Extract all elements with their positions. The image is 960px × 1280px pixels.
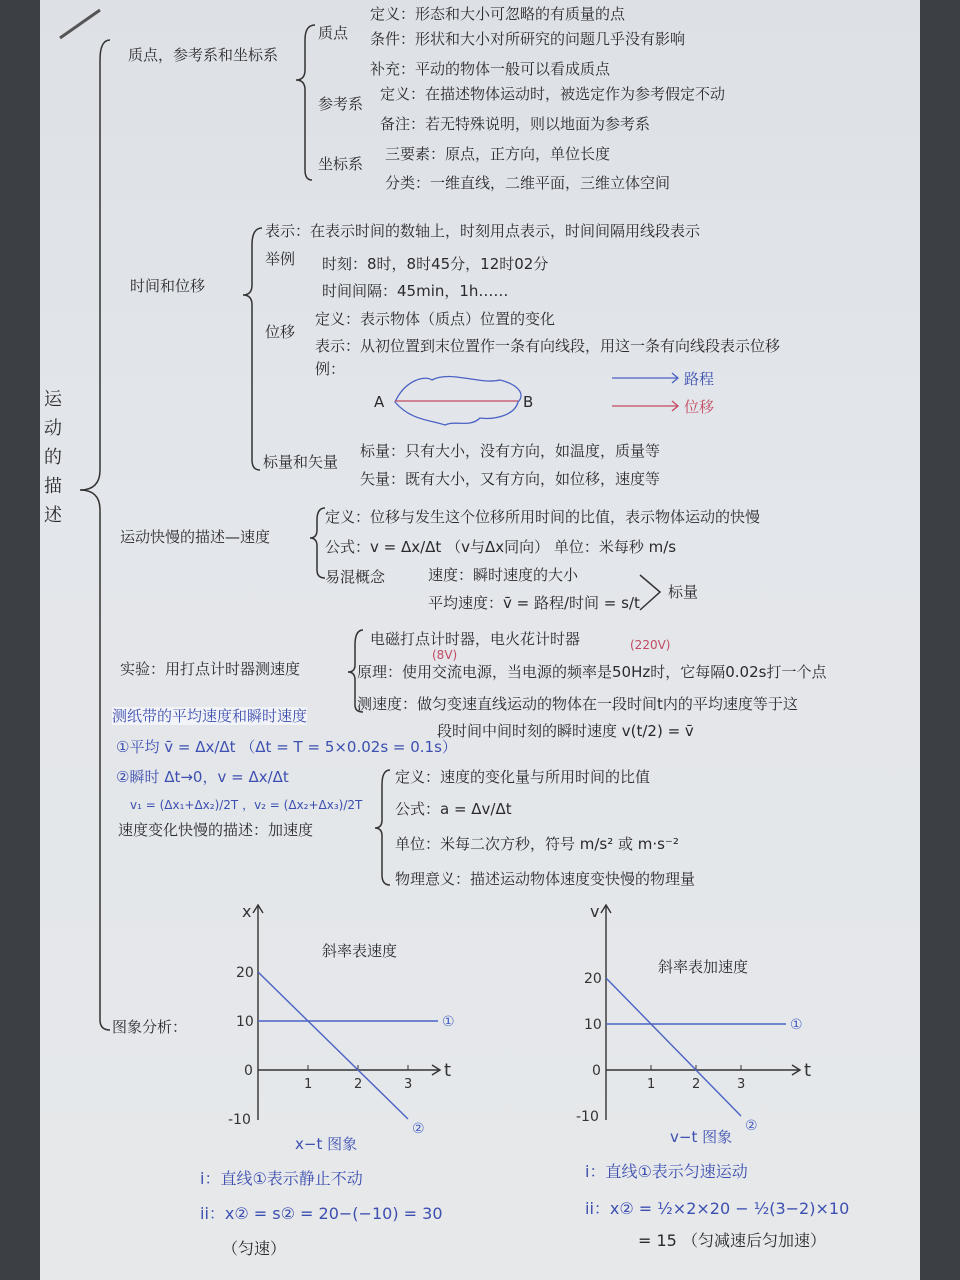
sec2-heading: 时间和位移 <box>130 277 206 295</box>
tape-instant: ②瞬时 Δt→0，v = Δx/Δt <box>116 768 289 786</box>
confusing-item: 速度：瞬时速度的大小 <box>428 566 579 584</box>
point-b: B <box>523 393 534 411</box>
x-tick-label: 3 <box>404 1077 413 1092</box>
scalar-note: 标量 <box>668 583 699 601</box>
y-tick-label: 10 <box>236 1014 254 1030</box>
tape-average: ①平均 v̄ = Δx/Δt （Δt = T = 5×0.02s = 0.1s） <box>116 738 457 756</box>
cankaoxi-label: 参考系 <box>318 95 364 113</box>
confusing-item: 平均速度：v̄ = 路程/时间 = s/t <box>428 594 640 612</box>
experiment-item: 电磁打点计时器，电火花计时器 <box>370 630 581 648</box>
chart-annotation-vt: 斜率表加速度 <box>658 958 749 976</box>
time-biaoshi: 表示：在表示时间的数轴上，时刻用点表示，时间间隔用线段表示 <box>265 222 701 240</box>
weiyi-item: 定义：表示物体（质点）位置的变化 <box>315 310 556 328</box>
cankaoxi-item: 定义：在描述物体运动时，被选定作为参考假定不动 <box>380 85 726 103</box>
series-label: ① <box>442 1014 455 1030</box>
note-right: ii：x② = ½×2×20 − ½(3−2)×10 <box>585 1199 850 1218</box>
sec5-heading: 速度变化快慢的描述：加速度 <box>118 821 314 839</box>
sec3-heading: 运动快慢的描述—速度 <box>120 528 271 546</box>
accel-item: 单位：米每二次方秒，符号 m/s² 或 m·s⁻² <box>395 835 679 853</box>
y-tick-label: 20 <box>236 965 254 981</box>
y-tick-label: -10 <box>228 1112 251 1128</box>
sec4-heading: 实验：用打点计时器测速度 <box>120 660 301 678</box>
series-label: ① <box>790 1017 803 1033</box>
example-label: 举例 <box>265 250 296 268</box>
experiment-item: 原理：使用交流电源，当电源的频率是50Hz时，它每隔0.02s打一个点 <box>357 663 827 681</box>
note-left: （匀速） <box>222 1239 287 1258</box>
x-tick-label: 1 <box>304 1077 313 1092</box>
x-tick-label: 2 <box>354 1077 363 1092</box>
weiyi-item: 表示：从初位置到末位置作一条有向线段，用这一条有向线段表示位移 <box>315 337 781 355</box>
series-line-② <box>258 972 408 1119</box>
main-title: 运 动 的 描 述 <box>44 389 62 526</box>
velocity-item: 公式：v = Δx/Δt （v与Δx同向） 单位：米每秒 m/s <box>325 538 677 556</box>
accel-item: 定义：速度的变化量与所用时间的比值 <box>395 768 651 786</box>
velocity-item: 定义：位移与发生这个位移所用时间的比值，表示物体运动的快慢 <box>325 508 761 526</box>
series-label: ② <box>412 1121 425 1137</box>
accel-item: 物理意义：描述运动物体速度变快慢的物理量 <box>395 870 696 888</box>
note-right: i：直线①表示匀速运动 <box>585 1162 748 1181</box>
chart-title-xt: x−t 图象 <box>295 1135 358 1153</box>
experiment-item: 段时间中间时刻的瞬时速度 v(t/2) = v̄ <box>437 722 694 740</box>
x-tick-label: 2 <box>692 1077 701 1092</box>
y-axis-label: x <box>242 902 252 921</box>
scalar-item: 标量：只有大小，没有方向，如温度，质量等 <box>360 442 661 460</box>
scalar-vector-label: 标量和矢量 <box>263 453 339 471</box>
x-axis-label: t <box>444 1060 452 1081</box>
sec1-heading: 质点，参考系和坐标系 <box>128 46 279 64</box>
zhidian-item: 定义：形态和大小可忽略的有质量的点 <box>370 5 626 23</box>
zhidian-item: 条件：形状和大小对所研究的问题几乎没有影响 <box>370 30 686 48</box>
legend-displacement: 位移 <box>684 398 715 416</box>
sec6-heading: 图象分析： <box>112 1018 188 1036</box>
y-tick-label: 20 <box>584 971 602 987</box>
note-right: = 15 （匀减速后匀加速） <box>638 1231 826 1250</box>
point-a: A <box>374 393 385 411</box>
tape-heading: 测纸带的平均速度和瞬时速度 <box>112 707 308 725</box>
confusing-label: 易混概念 <box>325 568 386 586</box>
zhidian-label: 质点 <box>318 24 349 42</box>
experiment-item: 测速度：做匀变速直线运动的物体在一段时间t内的平均速度等于这 <box>357 695 798 713</box>
zuobiaoxi-item: 分类：一维直线，二维平面，三维立体空间 <box>385 174 671 192</box>
y-tick-label: 0 <box>592 1063 601 1079</box>
note-left: ii：x② = s② = 20−(−10) = 30 <box>200 1204 443 1223</box>
chart-title-vt: v−t 图象 <box>670 1128 733 1146</box>
x-tick-label: 1 <box>647 1077 656 1092</box>
zuobiaoxi-label: 坐标系 <box>318 155 364 173</box>
zhidian-item: 补充：平动的物体一般可以看成质点 <box>370 60 611 78</box>
example-item: 时刻：8时，8时45分，12时02分 <box>322 255 549 273</box>
note-left: i：直线①表示静止不动 <box>200 1169 363 1188</box>
accel-item: 公式：a = Δv/Δt <box>395 800 512 818</box>
weiyi-label: 位移 <box>265 323 296 341</box>
x-tick-label: 3 <box>737 1077 746 1092</box>
series-line-② <box>606 978 741 1116</box>
y-tick-label: 0 <box>244 1063 253 1079</box>
series-label: ② <box>745 1118 758 1134</box>
zuobiaoxi-item: 三要素：原点，正方向，单位长度 <box>385 145 611 163</box>
x-axis-label: t <box>804 1060 812 1081</box>
legend-path: 路程 <box>684 370 715 388</box>
chart-annotation-xt: 斜率表速度 <box>322 942 398 960</box>
cankaoxi-item: 备注：若无特殊说明，则以地面为参考系 <box>380 115 651 133</box>
voltage-8: (8V) <box>432 648 458 662</box>
y-axis-label: v <box>590 902 600 921</box>
example-item: 时间间隔：45min，1h…… <box>322 282 509 300</box>
vector-item: 矢量：既有大小，又有方向，如位移，速度等 <box>360 470 661 488</box>
tape-formulas: v₁ = (Δx₁+Δx₂)/2T ，v₂ = (Δx₂+Δx₃)/2T <box>130 798 363 812</box>
y-tick-label: -10 <box>576 1109 599 1125</box>
y-tick-label: 10 <box>584 1017 602 1033</box>
weiyi-item: 例： <box>315 360 346 378</box>
voltage-220: (220V) <box>630 638 671 652</box>
